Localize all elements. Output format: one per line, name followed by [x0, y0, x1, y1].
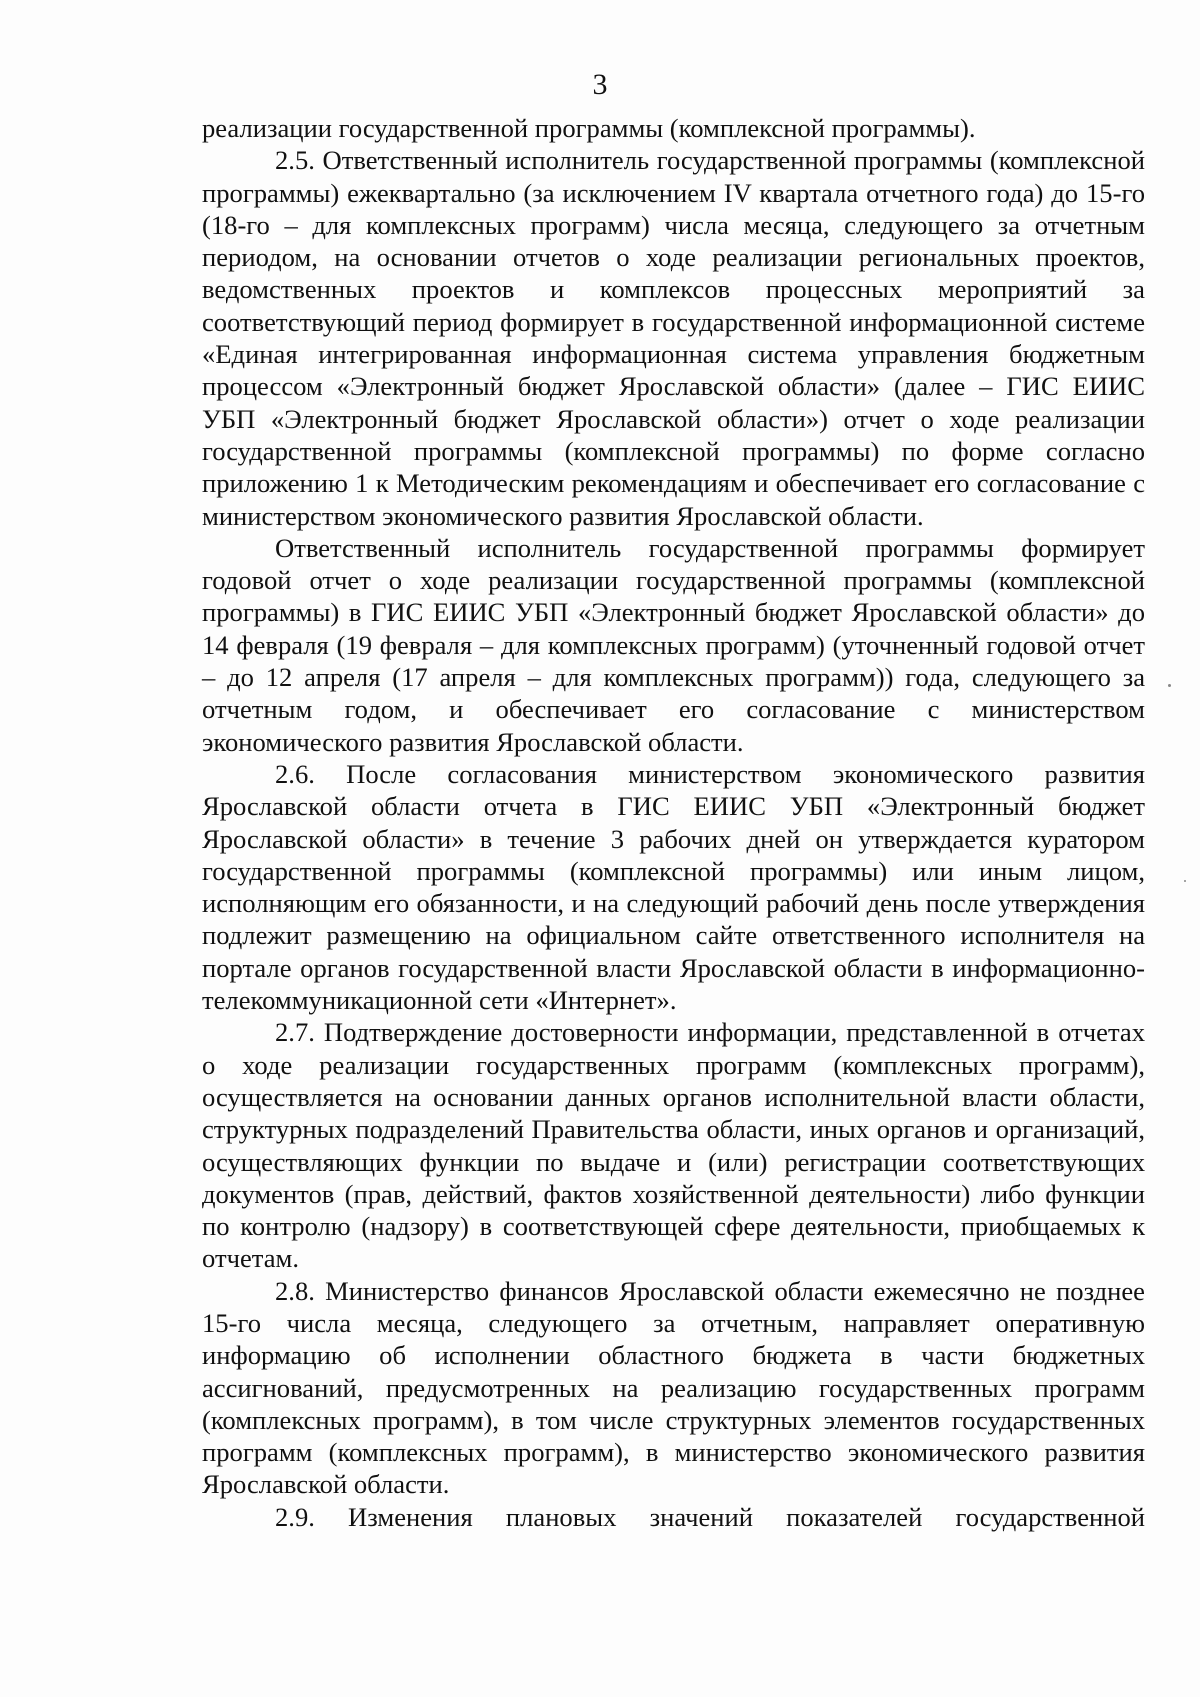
paragraph-2-5: 2.5. Ответственный исполнитель государственной программы (комплексной программы) ежеквартально (за исключением IV квартала отчетного года) до 15-го (18-го – для комплексных программ) числа месяца, следующего за отчетным периодом, на основании отчетов о ходе реализации региональных проектов, ведомственных проектов и комплексов процессных мероприятий за соответствующий период формирует в государственной информационной системе «Единая интегрированная информационная система управления бюджетным процессом «Электронный бюджет Ярославской области» (далее – ГИС ЕИИС УБП «Электронный бюджет Ярославской области») отчет о ходе реализации государственной программы (комплексной программы) по форме согласно приложению 1 к Методическим рекомендациям и обеспечивает его согласование с министерством экономического развития Ярославской области.: [202, 145, 1145, 531]
document-body: [202, 112, 1145, 1533]
paragraph-2-6: 2.6. После согласования министерством экономического развития Ярославской области отчета в ГИС ЕИИС УБП «Электронный бюджет Ярославской области» в течение 3 рабочих дней он утверждается куратором государственной программы (комплексной программы) или иным лицом, исполняющим его обязанности, и на следующий рабочий день после утверждения подлежит размещению на официальном сайте ответственного исполнителя на портале органов государственной власти Ярославской области в информационно-телекоммуникационной сети «Интернет».: [202, 758, 1145, 1016]
page-number: 3: [592, 68, 608, 101]
paragraph-2-8: 2.8. Министерство финансов Ярославской области ежемесячно не позднее 15-го числа месяца, следующего за отчетным, направляет оперативную информацию об исполнении областного бюджета в части бюджетных ассигнований, предусмотренных на реализацию государственных программ (комплексных программ), в том числе структурных элементов государственных программ (комплексных программ), в министерство экономического развития Ярославской области.: [202, 1275, 1145, 1500]
scan-speck: [1168, 684, 1171, 687]
paragraph-annual-report: Ответственный исполнитель государственной программы формирует годовой отчет о ходе реализации государственной программы (комплексной программы) в ГИС ЕИИС УБП «Электронный бюджет Ярославской области» до 14 февраля (19 февраля – для комплексных программ) (уточненный годовой отчет – до 12 апреля (17 апреля – для комплексных программ)) года, следующего за отчетным годом, и обеспечивает его согласование с министерством экономического развития Ярославской области.: [202, 532, 1145, 757]
scan-speck: [1184, 880, 1186, 882]
paragraph-2-9: 2.9. Изменения плановых значений показателей государственной: [275, 1501, 1145, 1532]
paragraph-2-7: 2.7. Подтверждение достоверности информации, представленной в отчетах о ходе реализации государственных программ (комплексных программ), осуществляется на основании данных органов исполнительной власти области, структурных подразделений Правительства области, иных органов и организаций, осуществляющих функции по выдаче и (или) регистрации соответствующих документов (прав, действий, фактов хозяйственной деятельности) либо функции по контролю (надзору) в соответствующей сфере деятельности, приобщаемых к отчетам.: [202, 1017, 1145, 1274]
paragraph-continuation: реализации государственной программы (комплексной программы).: [202, 113, 976, 143]
